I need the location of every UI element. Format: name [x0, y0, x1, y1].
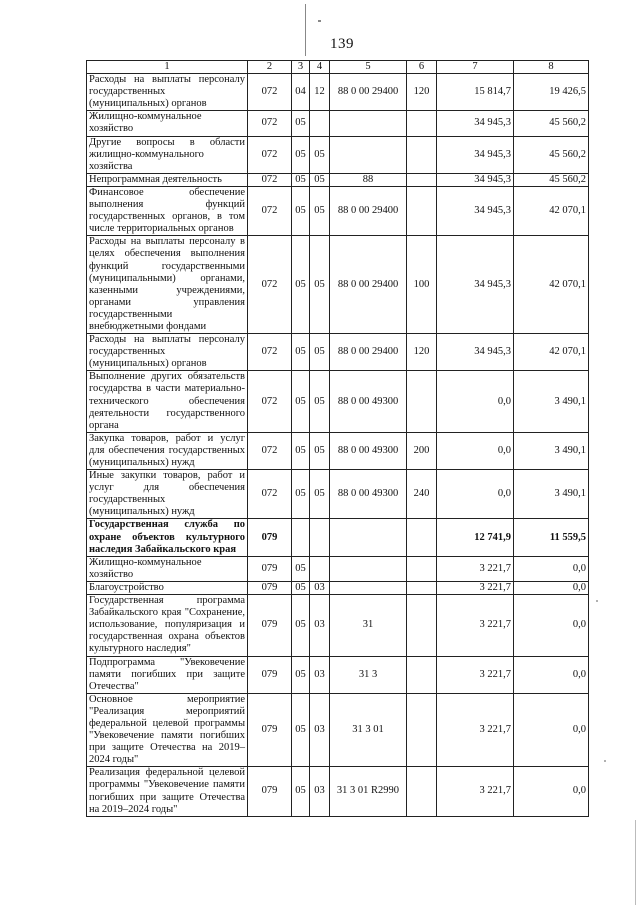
item-name-cell: Расходы на выплаты персоналу государственных (муниципальных) органов: [87, 334, 248, 371]
target-article-code-cell: 31 3 01: [330, 693, 407, 767]
amount-col7-cell: 3 221,7: [437, 556, 514, 581]
amount-col7-cell: 12 741,9: [437, 519, 514, 556]
expense-type-code-cell: [407, 136, 437, 173]
subsection-code-cell: 05: [310, 186, 330, 235]
amount-col7-cell: 15 814,7: [437, 74, 514, 111]
scan-speck: [596, 600, 598, 602]
target-article-code-cell: [330, 556, 407, 581]
amount-col8-cell: 0,0: [514, 656, 589, 693]
subsection-code-cell: 05: [310, 173, 330, 186]
target-article-code-cell: 31 3: [330, 656, 407, 693]
table-row: [87, 581, 589, 594]
ministry-code-cell: 079: [248, 519, 292, 556]
section-code-cell: 05: [292, 556, 310, 581]
amount-col8-cell: 3 490,1: [514, 371, 589, 432]
subsection-code-cell: 05: [310, 371, 330, 432]
table-row: [87, 136, 589, 173]
amount-col8-cell: 3 490,1: [514, 432, 589, 469]
column-header: 6: [407, 61, 437, 74]
amount-col7-cell: 3 221,7: [437, 595, 514, 656]
ministry-code-cell: 079: [248, 767, 292, 816]
table-row: [87, 432, 589, 469]
amount-col7-cell: 3 221,7: [437, 693, 514, 767]
section-code-cell: 05: [292, 173, 310, 186]
section-code-cell: 05: [292, 656, 310, 693]
target-article-code-cell: [330, 136, 407, 173]
item-name-cell: Другие вопросы в области жилищно-коммунального хозяйства: [87, 136, 248, 173]
table-row: [87, 371, 589, 432]
ministry-code-cell: 079: [248, 581, 292, 594]
amount-col8-cell: 0,0: [514, 595, 589, 656]
target-article-code-cell: 88 0 00 49300: [330, 470, 407, 519]
ministry-code-cell: 072: [248, 236, 292, 334]
ministry-code-cell: 072: [248, 111, 292, 136]
expense-type-code-cell: 120: [407, 334, 437, 371]
item-name-cell: Иные закупки товаров, работ и услуг для обеспечения государственных (муниципальных) нужд: [87, 470, 248, 519]
section-code-cell: 05: [292, 334, 310, 371]
section-code-cell: 05: [292, 432, 310, 469]
target-article-code-cell: 88 0 00 29400: [330, 186, 407, 235]
expense-type-code-cell: 200: [407, 432, 437, 469]
section-code-cell: 05: [292, 186, 310, 235]
subsection-code-cell: 03: [310, 767, 330, 816]
amount-col8-cell: 3 490,1: [514, 470, 589, 519]
table-row: [87, 556, 589, 581]
target-article-code-cell: 88 0 00 29400: [330, 334, 407, 371]
subsection-code-cell: 03: [310, 656, 330, 693]
table-row: [87, 236, 589, 334]
scan-edge-line: [635, 820, 636, 905]
ministry-code-cell: 072: [248, 470, 292, 519]
column-header: 2: [248, 61, 292, 74]
subsection-code-cell: 05: [310, 432, 330, 469]
subsection-code-cell: 12: [310, 74, 330, 111]
target-article-code-cell: 88 0 00 49300: [330, 432, 407, 469]
section-code-cell: 05: [292, 581, 310, 594]
amount-col7-cell: 34 945,3: [437, 236, 514, 334]
amount-col7-cell: 0,0: [437, 432, 514, 469]
section-code-cell: 05: [292, 595, 310, 656]
item-name-cell: Жилищно-коммунальное хозяйство: [87, 556, 248, 581]
column-header: 7: [437, 61, 514, 74]
subsection-code-cell: 05: [310, 470, 330, 519]
ministry-code-cell: 079: [248, 693, 292, 767]
ministry-code-cell: 079: [248, 656, 292, 693]
item-name-cell: Жилищно-коммунальное хозяйство: [87, 111, 248, 136]
expense-type-code-cell: 120: [407, 74, 437, 111]
target-article-code-cell: 88 0 00 29400: [330, 236, 407, 334]
expense-type-code-cell: [407, 186, 437, 235]
amount-col7-cell: 0,0: [437, 371, 514, 432]
target-article-code-cell: [330, 581, 407, 594]
subsection-code-cell: 05: [310, 236, 330, 334]
expense-type-code-cell: 100: [407, 236, 437, 334]
section-code-cell: 05: [292, 767, 310, 816]
item-name-cell: Благоустройство: [87, 581, 248, 594]
expense-type-code-cell: [407, 693, 437, 767]
expense-type-code-cell: [407, 767, 437, 816]
item-name-cell: Реализация федеральной целевой программы "Увековечение памяти погибших при защите Отечества на 2019–2024 годы": [87, 767, 248, 816]
section-code-cell: 05: [292, 693, 310, 767]
subsection-code-cell: 03: [310, 581, 330, 594]
amount-col8-cell: 0,0: [514, 693, 589, 767]
column-header: 5: [330, 61, 407, 74]
table-body: [87, 74, 589, 817]
amount-col7-cell: 34 945,3: [437, 186, 514, 235]
target-article-code-cell: 31 3 01 R2990: [330, 767, 407, 816]
expense-type-code-cell: [407, 371, 437, 432]
expense-type-code-cell: [407, 519, 437, 556]
column-header: 4: [310, 61, 330, 74]
scan-speck: [604, 760, 606, 762]
ministry-code-cell: 079: [248, 556, 292, 581]
target-article-code-cell: 88 0 00 29400: [330, 74, 407, 111]
amount-col7-cell: 3 221,7: [437, 656, 514, 693]
table-row: [87, 470, 589, 519]
amount-col7-cell: 34 945,3: [437, 111, 514, 136]
column-header: 8: [514, 61, 589, 74]
amount-col7-cell: 3 221,7: [437, 767, 514, 816]
column-header: 3: [292, 61, 310, 74]
subsection-code-cell: [310, 111, 330, 136]
table-row: [87, 595, 589, 656]
target-article-code-cell: 88 0 00 49300: [330, 371, 407, 432]
table-row: [87, 334, 589, 371]
section-code-cell: 05: [292, 371, 310, 432]
ministry-code-cell: 072: [248, 74, 292, 111]
amount-col7-cell: 3 221,7: [437, 581, 514, 594]
table-row: [87, 173, 589, 186]
target-article-code-cell: [330, 111, 407, 136]
expense-type-code-cell: [407, 173, 437, 186]
item-name-cell: Основное мероприятие "Реализация мероприятий федеральной целевой программы "Увековечение памяти погибших при защите Отечества на 2019–2024 годы": [87, 693, 248, 767]
scan-tick-mark: [305, 4, 306, 56]
ministry-code-cell: 072: [248, 186, 292, 235]
item-name-cell: Закупка товаров, работ и услуг для обеспечения государственных (муниципальных) нужд: [87, 432, 248, 469]
amount-col7-cell: 34 945,3: [437, 334, 514, 371]
subsection-code-cell: 03: [310, 693, 330, 767]
item-name-cell: Расходы на выплаты персоналу в целях обеспечения выполнения функций государственными (муниципальными) органами, казенными учреждениями, органами управления государственными внебюджетными фондами: [87, 236, 248, 334]
section-code-cell: 05: [292, 470, 310, 519]
ministry-code-cell: 072: [248, 136, 292, 173]
target-article-code-cell: 31: [330, 595, 407, 656]
section-code-cell: 05: [292, 236, 310, 334]
amount-col8-cell: 42 070,1: [514, 186, 589, 235]
amount-col7-cell: 34 945,3: [437, 136, 514, 173]
subsection-code-cell: 03: [310, 595, 330, 656]
table-row: [87, 111, 589, 136]
item-name-cell: Государственная служба по охране объектов культурного наследия Забайкальского края: [87, 519, 248, 556]
page-number: 139: [330, 36, 354, 52]
item-name-cell: Непрограммная деятельность: [87, 173, 248, 186]
subsection-code-cell: 05: [310, 136, 330, 173]
target-article-code-cell: [330, 519, 407, 556]
amount-col8-cell: 42 070,1: [514, 334, 589, 371]
ministry-code-cell: 072: [248, 173, 292, 186]
scan-tick-mark: [318, 20, 321, 22]
expense-type-code-cell: [407, 581, 437, 594]
amount-col8-cell: 0,0: [514, 767, 589, 816]
ministry-code-cell: 072: [248, 334, 292, 371]
ministry-code-cell: 072: [248, 432, 292, 469]
amount-col8-cell: 19 426,5: [514, 74, 589, 111]
target-article-code-cell: 88: [330, 173, 407, 186]
amount-col8-cell: 45 560,2: [514, 111, 589, 136]
table-header-row: [87, 61, 589, 74]
section-code-cell: 05: [292, 111, 310, 136]
table-row: [87, 693, 589, 767]
expense-type-code-cell: [407, 556, 437, 581]
amount-col8-cell: 0,0: [514, 581, 589, 594]
item-name-cell: Выполнение других обязательств государства в части материально-технического обеспечения деятельности государственного органа: [87, 371, 248, 432]
amount-col7-cell: 34 945,3: [437, 173, 514, 186]
amount-col8-cell: 11 559,5: [514, 519, 589, 556]
amount-col8-cell: 0,0: [514, 556, 589, 581]
item-name-cell: Государственная программа Забайкальского края "Сохранение, использование, популяризация и государственная охрана объектов культурного наследия": [87, 595, 248, 656]
amount-col7-cell: 0,0: [437, 470, 514, 519]
section-code-cell: [292, 519, 310, 556]
section-code-cell: 05: [292, 136, 310, 173]
budget-table: [86, 60, 589, 817]
amount-col8-cell: 45 560,2: [514, 173, 589, 186]
expense-type-code-cell: [407, 595, 437, 656]
subsection-code-cell: [310, 519, 330, 556]
expense-type-code-cell: [407, 111, 437, 136]
item-name-cell: Подпрограмма "Увековечение памяти погибших при защите Отечества": [87, 656, 248, 693]
expense-type-code-cell: [407, 656, 437, 693]
table-row: [87, 656, 589, 693]
ministry-code-cell: 079: [248, 595, 292, 656]
table-row: [87, 186, 589, 235]
item-name-cell: Финансовое обеспечение выполнения функций государственных органов, в том числе территориальных органов: [87, 186, 248, 235]
table-row: [87, 767, 589, 816]
amount-col8-cell: 45 560,2: [514, 136, 589, 173]
section-code-cell: 04: [292, 74, 310, 111]
subsection-code-cell: 05: [310, 334, 330, 371]
table-row: [87, 519, 589, 556]
expense-type-code-cell: 240: [407, 470, 437, 519]
column-header: 1: [87, 61, 248, 74]
item-name-cell: Расходы на выплаты персоналу государственных (муниципальных) органов: [87, 74, 248, 111]
amount-col8-cell: 42 070,1: [514, 236, 589, 334]
table-row: [87, 74, 589, 111]
subsection-code-cell: [310, 556, 330, 581]
ministry-code-cell: 072: [248, 371, 292, 432]
